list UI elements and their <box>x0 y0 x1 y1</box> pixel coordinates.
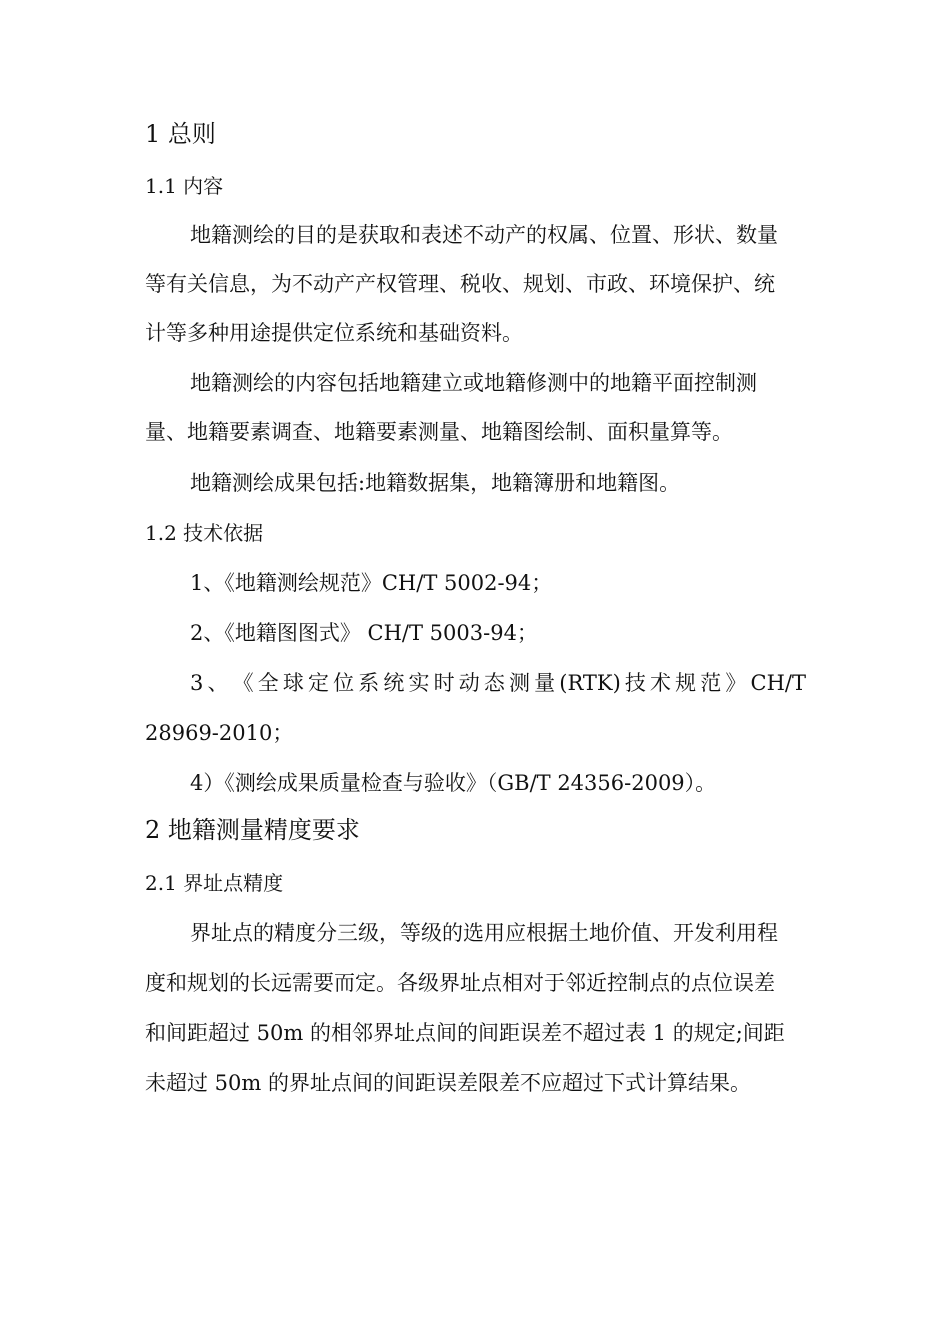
reference-3-line-1 <box>190 668 806 698</box>
ref3-part: 动 <box>458 671 480 695</box>
paragraph-4-line-1: 界址点的精度分三级，等级的选用应根据土地价值、开发利用程 <box>190 921 778 945</box>
reference-1: 1、《地籍测绘规范》CH/T 5002-94； <box>190 571 553 595</box>
ref3-part: 、 <box>207 671 229 695</box>
ref3-part: 位 <box>333 671 355 695</box>
ref3-part: CH/T <box>750 671 806 695</box>
ref3-part: 系 <box>358 671 380 695</box>
ref3-part: 实 <box>408 671 430 695</box>
section-1-1-heading: 1.1 内容 <box>145 174 224 198</box>
ref3-part: 时 <box>433 671 455 695</box>
ref3-part: 规 <box>675 671 697 695</box>
ref3-part: 《 <box>232 671 254 695</box>
section-2-heading: 2 地籍测量精度要求 <box>145 816 360 844</box>
paragraph-1-line-1: 地籍测绘的目的是获取和表述不动产的权属、位置、形状、数量 <box>190 223 778 247</box>
paragraph-1-line-3: 计等多种用途提供定位系统和基础资料。 <box>145 321 523 345</box>
paragraph-4-line-4: 未超过 50m 的界址点间的间距误差限差不应超过下式计算结果。 <box>145 1071 751 1095</box>
reference-2: 2、《地籍图图式》 CH/T 5003-94； <box>190 621 538 645</box>
ref3-part: 范 <box>700 671 722 695</box>
paragraph-4-line-2: 度和规划的长远需要而定。各级界址点相对于邻近控制点的点位误差 <box>145 971 775 995</box>
paragraph-4-line-3: 和间距超过 50m 的相邻界址点间的间距误差不超过表 1 的规定;间距 <box>145 1021 785 1045</box>
ref3-part: 全 <box>257 671 279 695</box>
ref3-part: 定 <box>308 671 329 695</box>
ref3-part: (RTK) <box>559 671 621 695</box>
paragraph-3-line-1: 地籍测绘成果包括:地籍数据集，地籍簿册和地籍图。 <box>190 471 681 495</box>
ref3-part: 测 <box>509 671 530 695</box>
section-1-heading: 1 总则 <box>145 120 216 148</box>
ref3-part: 球 <box>282 671 304 695</box>
paragraph-2-line-2: 量、地籍要素调查、地籍要素测量、地籍图绘制、面积量算等。 <box>145 420 733 444</box>
paragraph-1-line-2: 等有关信息，为不动产产权管理、税收、规划、市政、环境保护、统 <box>145 272 775 296</box>
section-2-1-heading: 2.1 界址点精度 <box>145 871 284 895</box>
ref3-part: 技 <box>624 671 646 695</box>
paragraph-2-line-1: 地籍测绘的内容包括地籍建立或地籍修测中的地籍平面控制测 <box>190 371 757 395</box>
ref3-part: 统 <box>383 671 405 695</box>
ref3-part: 》 <box>725 671 747 695</box>
reference-4: 4）《测绘成果质量检查与验收》（GB/T 24356-2009）。 <box>190 771 717 795</box>
ref3-part: 量 <box>534 671 556 695</box>
ref3-part: 态 <box>483 671 505 695</box>
ref3-part: 3 <box>190 671 204 695</box>
ref3-part: 术 <box>650 671 672 695</box>
reference-3-line-2: 28969-2010； <box>145 721 294 745</box>
section-1-2-heading: 1.2 技术依据 <box>145 521 264 545</box>
